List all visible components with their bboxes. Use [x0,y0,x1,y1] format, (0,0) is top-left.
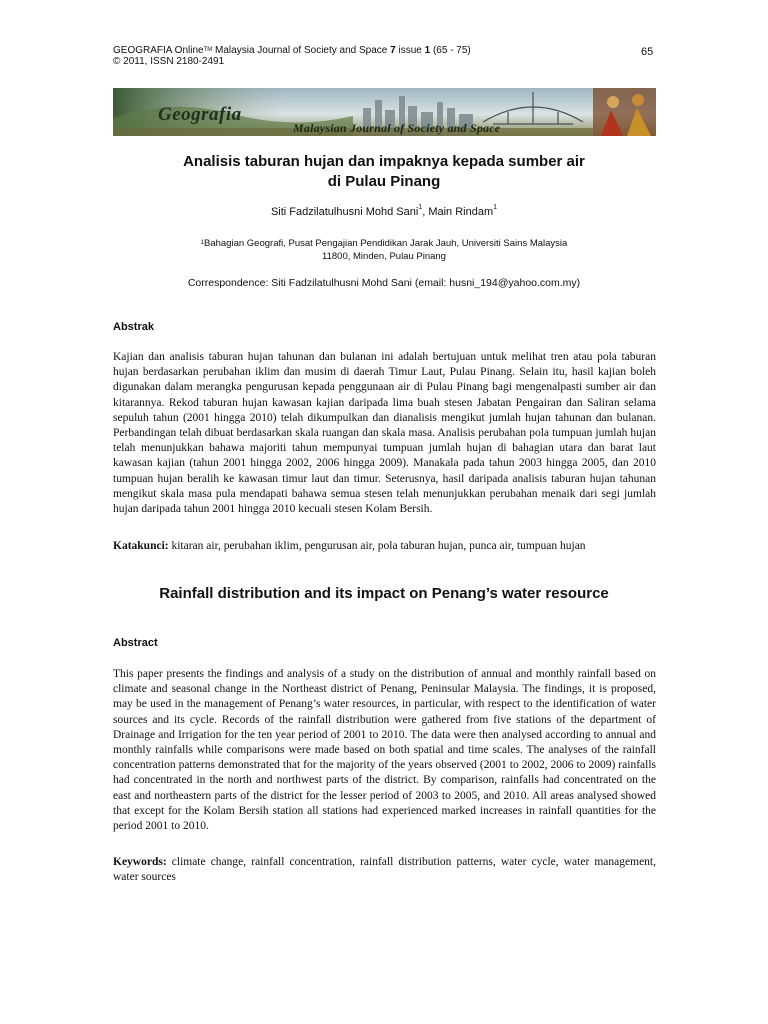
page-number: 65 [641,46,654,58]
author-2-sup: 1 [493,204,498,211]
authors [100,206,668,218]
issue: 1 [424,45,431,56]
copyright: © 2011, ISSN 2180-2491 [113,56,225,67]
keywords-text: climate change, rainfall concentration, rainfall distribution patterns, water cycle, water management, water sources [113,856,656,884]
issue-word: issue [395,45,425,56]
banner-logo: Geografia [158,104,242,125]
katakunci-text: kitaran air, perubahan iklim, pengurusan air, pola taburan hujan, punca air, tumpuan hujan [168,540,586,552]
abstrak-heading: Abstrak [113,321,154,333]
abstract-heading: Abstract [113,637,158,649]
author-2: Main Rindam [428,206,494,218]
keywords-label: Keywords: [113,856,167,868]
affiliation-line1 [100,237,668,250]
affiliation-sup: 1 [200,240,204,246]
affiliation-line2: 11800, Minden, Pulau Pinang [322,251,446,262]
title-ms-line2: di Pulau Pinang [327,173,441,190]
title-en: Rainfall distribution and its impact on Penang’s water resource [159,585,609,602]
abstract-body: This paper presents the findings and analysis of a study on the distribution of annual and monthly rainfall based on climate and seasonal change in the Northeast district of Penang, Peninsular Malaysia. The findings, it is proposed, may be used in the management of Penang’s water resources, in particular, with respect to the identification of water sources and its cycle. Records of the rainfall distribution were gathered from five stations of the department of Drainage and Irrigation for the ten year period of 2001 to 2010. The data were then analysed according to annual and monthly rainfalls while comparisons were made based on both spatial and time scales. The analyses of the rainfall concentration patterns demonstrated that for the majority of the years observed (2001 to 2002, 2006 to 2009) rainfalls had concentrated in the north and northwest parts of the district. By comparison, rainfalls had concentrated on the east and northeastern parts of the district for the lesser period of 2003 to 2005, and 2010. All areas analysed showed that except for the Kolam Bersih station all stations had experienced marked increases in rainfall quantities for the period 2001 to 2010. [113,668,656,833]
title-ms-line1: Analisis taburan hujan dan impaknya kepada sumber air [183,153,585,170]
page-range: (65 - 75) [430,45,471,56]
journal-prefix: GEOGRAFIA Online [113,45,204,56]
volume: 7 [390,45,396,56]
trademark: TM [203,47,213,53]
banner-subtitle: Malaysian Journal of Society and Space [293,121,501,135]
author-1: Siti Fadzilatulhusni Mohd Sani [270,206,419,218]
katakunci-label: Katakunci: [113,540,169,552]
author-1-sup: 1 [418,204,423,211]
keywords [113,855,656,885]
abstrak-body: Kajian dan analisis taburan hujan tahunan dan bulanan ini adalah bertujuan untuk melihat tren atau pola taburan hujan berdasarkan perubahan iklim dan musim di daerah Timur Laut, Pulau Pinang. Selain itu, hasil kajian boleh digunakan dalam merangka pengurusan kepada penggunaan air di Pulau Pinang bagi mengenalpasti sumber air dan kitarannya. Rekod taburan hujan kawasan kajian daripada lima buah stesen Jabatan Pengairan dan Saliran selama sepuluh tahun (2001 hingga 2010) telah dikumpulkan dan dianalisis mengikut jumlah hujan tahunan dan bulanan. Perbandingan telah dibuat berdasarkan skala ruangan dan skala masa. Analisis perubahan pola tumpuan jumlah hujan telah menunjukkan bahawa majoriti tahun mempunyai tumpuan jumlah hujan di bahagian utara dan barat laut kawasan kajian (tahun 2001 hingga 2002, 2006 hingga 2009). Manakala pada tahun 2003 hingga 2005, dan 2010 tumpuan hujan beralih ke kawasan timur laut dan timur. Seterusnya, hasil daripada analisis taburan hujan tahunan mengikut skala masa pula mendapati bahawa semua stesen telah menunjukkan perubahan menaik dari segi jumlah hujan daripada tahun 2001 hingga 2010 kecuali stesen Kolam Bersih. [113,351,656,516]
affiliation-text: Bahagian Geografi, Pusat Pengajian Pendidikan Jarak Jauh, Universiti Sains Malaysia [204,238,568,249]
correspondence: Correspondence: Siti Fadzilatulhusni Mohd Sani (email: husni_194@yahoo.com.my) [187,277,581,289]
author-sep: , [422,206,429,218]
journal-name: Malaysia Journal of Society and Space [212,45,391,56]
journal-banner [113,88,656,136]
katakunci [113,539,656,554]
